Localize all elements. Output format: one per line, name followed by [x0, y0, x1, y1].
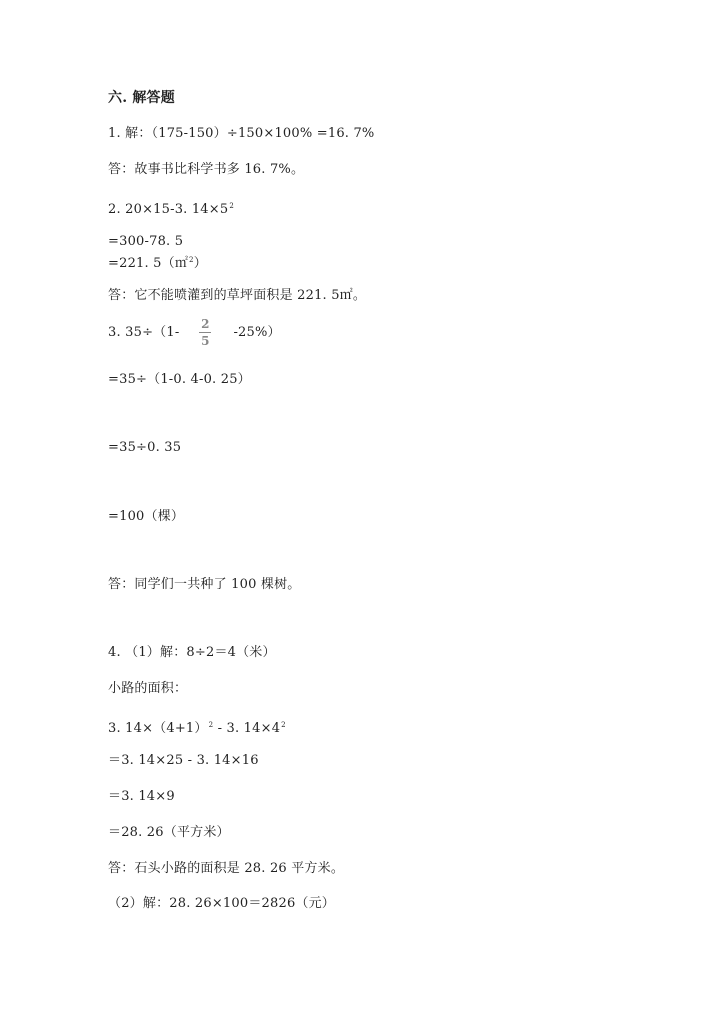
q4-step1-exp2: 2 [281, 721, 286, 729]
q4-step2: ＝3. 14×25 - 3. 14×16 [108, 753, 259, 768]
fraction-bar [199, 332, 211, 333]
q4-step1-exp1: 2 [208, 721, 214, 729]
q1-answer: 答：故事书比科学书多 16. 7%。 [108, 162, 305, 177]
section-title: 六. 解答题 [108, 90, 175, 106]
q4-step1-b: - 3. 14×4 [213, 721, 281, 736]
fraction [199, 317, 211, 348]
fraction-denominator: 5 [201, 334, 210, 348]
q2-step2-exponent: 2 [189, 256, 194, 264]
q4-step1-a: 3. 14×（4+1） [108, 721, 208, 736]
q4-step3: ＝3. 14×9 [108, 789, 175, 804]
q2-exponent: 2 [229, 202, 235, 210]
q4-path-area-label: 小路的面积： [108, 681, 188, 696]
q2-expression [108, 198, 234, 218]
q2-step2-text: =221. 5（㎡ [108, 256, 189, 271]
q3-step2: =35÷0. 35 [108, 440, 182, 455]
q4-part1-solution: 4. （1）解：8÷2＝4（米） [108, 645, 276, 660]
q2-step2 [108, 252, 207, 272]
q2-step2-end: ） [193, 256, 207, 271]
q2-expression-text: 2. 20×15-3. 14×5 [108, 202, 229, 217]
q2-step1: =300-78. 5 [108, 234, 184, 249]
fraction-numerator: 2 [201, 317, 210, 331]
q3-step1: =35÷（1-0. 4-0. 25） [108, 372, 251, 387]
q2-answer: 答：它不能喷灌到的草坪面积是 221. 5㎡。 [108, 288, 367, 303]
q3-expression-suffix: -25%） [233, 325, 281, 340]
q1-solution: 1. 解：（175-150）÷150×100% =16. 7% [108, 126, 375, 141]
q4-part2-solution: （2）解：28. 26×100＝2826（元） [108, 896, 336, 911]
q3-expression-prefix: 3. 35÷（1- [108, 325, 180, 340]
q3-answer: 答：同学们一共种了 100 棵树。 [108, 577, 301, 592]
q3-step3: =100（棵） [108, 509, 185, 524]
q4-part1-answer: 答：石头小路的面积是 28. 26 平方米。 [108, 861, 345, 876]
q3-expression [108, 317, 281, 348]
q4-step4: ＝28. 26（平方米） [108, 825, 230, 840]
q4-step1 [108, 717, 286, 737]
